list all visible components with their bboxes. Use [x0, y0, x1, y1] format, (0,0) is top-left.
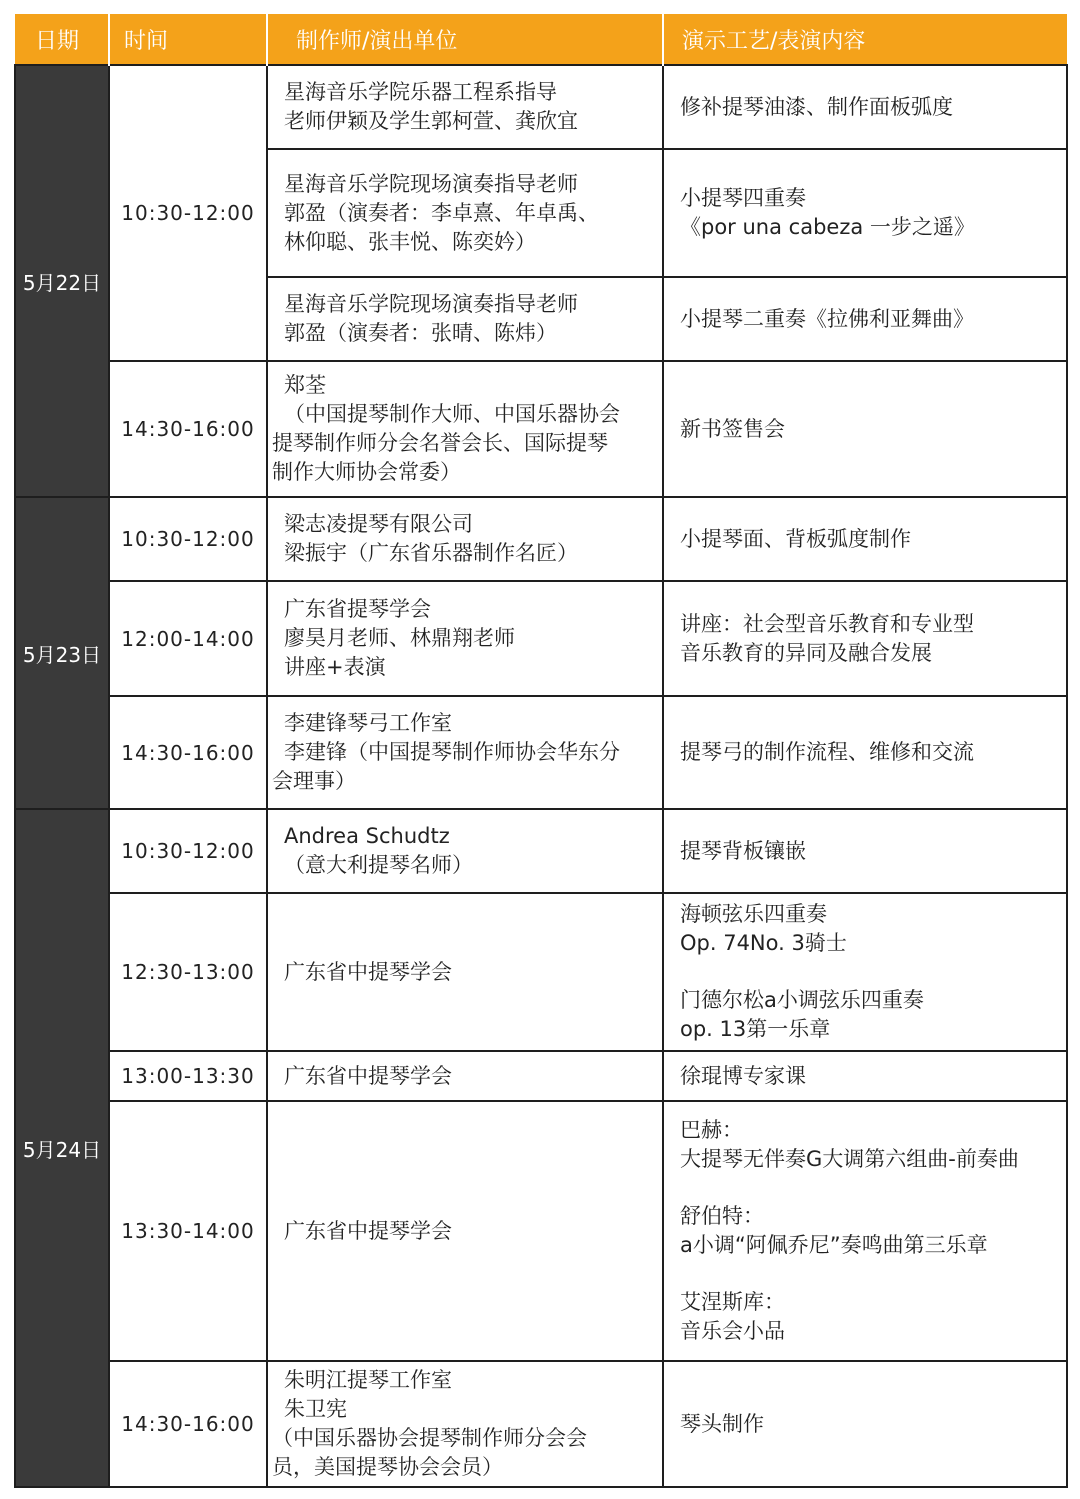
- maker-line: 老师伊颖及学生郭柯萱、龚欣宜: [284, 109, 578, 133]
- content-line: 提琴背板镶嵌: [680, 838, 806, 863]
- maker-line: 制作大师协会常委）: [272, 460, 461, 484]
- content-line: op. 13第一乐章: [680, 1017, 831, 1041]
- time-cell: [109, 696, 267, 809]
- content-cell: [663, 893, 1067, 1051]
- table-row: [15, 893, 1067, 1051]
- maker-line: （中国提琴制作大师、中国乐器协会: [284, 402, 620, 426]
- maker-line: 林仰聪、张丰悦、陈奕妗）: [284, 229, 536, 254]
- time-cell: [109, 361, 267, 497]
- maker-line: 星海音乐学院现场演奏指导老师: [284, 171, 578, 196]
- time-label: 12:30-13:00: [121, 960, 255, 984]
- time-cell: [109, 65, 267, 361]
- content-line: 琴头制作: [680, 1411, 764, 1436]
- maker-line: 广东省中提琴学会: [284, 959, 452, 984]
- maker-cell: [267, 497, 663, 581]
- table-row: [15, 581, 1067, 696]
- maker-cell: [267, 149, 663, 277]
- schedule-table: [14, 14, 1068, 1488]
- header-content: 演示工艺/表演内容: [663, 14, 1067, 65]
- maker-line: 郑荃: [284, 373, 326, 397]
- maker-line: （中国乐器协会提琴制作师分会会: [272, 1426, 587, 1450]
- content-cell: [663, 497, 1067, 581]
- content-line: 徐琨博专家课: [680, 1063, 806, 1088]
- maker-line: 广东省提琴学会: [284, 597, 431, 621]
- maker-line: 会理事）: [272, 769, 356, 793]
- maker-line: （意大利提琴名师）: [284, 853, 473, 877]
- time-cell: [109, 809, 267, 893]
- time-cell: [109, 893, 267, 1051]
- content-line: 小提琴面、背板弧度制作: [680, 526, 911, 551]
- table-row: [15, 497, 1067, 581]
- time-label: 14:30-16:00: [121, 417, 255, 441]
- content-line: Op. 74No. 3骑士: [680, 931, 847, 955]
- content-line: 讲座：社会型音乐教育和专业型: [680, 611, 974, 636]
- header-time: 时间: [109, 14, 267, 65]
- table-row: [15, 696, 1067, 809]
- content-line: 音乐教育的异同及融合发展: [680, 640, 932, 665]
- maker-cell: [267, 1051, 663, 1101]
- time-label: 10:30-12:00: [121, 527, 255, 551]
- maker-line: 郭盈（演奏者：李卓熹、年卓禹、: [284, 200, 599, 225]
- time-cell: [109, 581, 267, 696]
- maker-cell: [267, 65, 663, 149]
- header-maker: 制作师/演出单位: [267, 14, 663, 65]
- maker-line: 员，美国提琴协会会员）: [272, 1455, 503, 1479]
- maker-line: 梁志凌提琴有限公司: [284, 512, 473, 536]
- content-line: 修补提琴油漆、制作面板弧度: [680, 94, 953, 119]
- content-cell: [663, 809, 1067, 893]
- time-label: 13:00-13:30: [121, 1064, 255, 1088]
- table-row: [15, 361, 1067, 497]
- content-line: 大提琴无伴奏G大调第六组曲-前奏曲: [680, 1147, 1019, 1171]
- time-label: 14:30-16:00: [121, 740, 255, 765]
- content-cell: [663, 361, 1067, 497]
- maker-line: 李建锋琴弓工作室: [284, 711, 452, 735]
- maker-line: 朱明江提琴工作室: [284, 1368, 452, 1392]
- maker-line: 广东省中提琴学会: [284, 1218, 452, 1243]
- maker-cell: [267, 696, 663, 809]
- maker-cell: [267, 277, 663, 361]
- content-line: 音乐会小品: [680, 1319, 785, 1343]
- time-label: 13:30-14:00: [121, 1219, 255, 1243]
- content-line: 巴赫：: [680, 1118, 743, 1142]
- content-line: 新书签售会: [680, 416, 785, 441]
- maker-line: 朱卫宪: [284, 1397, 347, 1421]
- date-label: 5月24日: [22, 1137, 102, 1162]
- date-cell: [15, 809, 109, 1487]
- table-row: [15, 809, 1067, 893]
- header-date: 日期: [15, 14, 109, 65]
- maker-cell: [267, 1101, 663, 1361]
- maker-line: Andrea Schudtz: [284, 824, 450, 848]
- content-line: 小提琴二重奏《拉佛利亚舞曲》: [680, 306, 974, 331]
- maker-cell: [267, 809, 663, 893]
- maker-line: 李建锋（中国提琴制作师协会华东分: [284, 740, 620, 764]
- time-label: 14:30-16:00: [121, 1412, 255, 1436]
- maker-line: 提琴制作师分会名誉会长、国际提琴: [272, 431, 608, 455]
- content-line: 门德尔松a小调弦乐四重奏: [680, 988, 924, 1012]
- date-label: 5月23日: [22, 642, 102, 667]
- date-label: 5月22日: [22, 270, 102, 295]
- time-cell: [109, 1101, 267, 1361]
- time-label: 12:00-14:00: [121, 626, 255, 651]
- content-line: 海顿弦乐四重奏: [680, 902, 827, 926]
- maker-cell: [267, 361, 663, 497]
- maker-line: 郭盈（演奏者：张晴、陈炜）: [284, 321, 557, 345]
- content-cell: [663, 149, 1067, 277]
- table-row: [15, 65, 1067, 149]
- maker-cell: [267, 1361, 663, 1487]
- time-cell: [109, 1361, 267, 1487]
- time-label: 10:30-12:00: [121, 201, 255, 225]
- content-cell: [663, 1101, 1067, 1361]
- content-cell: [663, 696, 1067, 809]
- content-line: 小提琴四重奏: [680, 186, 806, 210]
- maker-line: 星海音乐学院现场演奏指导老师: [284, 292, 578, 316]
- spacer: [680, 1260, 1058, 1288]
- date-cell: [15, 65, 109, 497]
- time-cell: [109, 497, 267, 581]
- content-cell: [663, 581, 1067, 696]
- content-line: 舒伯特：: [680, 1204, 764, 1228]
- time-label: 10:30-12:00: [121, 839, 255, 863]
- content-line: a小调“阿佩乔尼”奏鸣曲第三乐章: [680, 1233, 988, 1257]
- spacer: [680, 958, 1058, 986]
- maker-cell: [267, 893, 663, 1051]
- maker-line: 星海音乐学院乐器工程系指导: [284, 80, 557, 104]
- header-row: [15, 14, 1067, 65]
- content-line: 艾涅斯库：: [680, 1290, 785, 1314]
- content-cell: [663, 65, 1067, 149]
- content-line: 提琴弓的制作流程、维修和交流: [680, 740, 974, 764]
- maker-line: 梁振宇（广东省乐器制作名匠）: [284, 541, 578, 565]
- content-cell: [663, 277, 1067, 361]
- maker-line: 广东省中提琴学会: [284, 1063, 452, 1088]
- spacer: [680, 1174, 1058, 1202]
- content-cell: [663, 1051, 1067, 1101]
- table-row: [15, 1101, 1067, 1361]
- maker-cell: [267, 581, 663, 696]
- maker-line: 廖昊月老师、林鼎翔老师: [284, 626, 515, 650]
- content-cell: [663, 1361, 1067, 1487]
- table-row: [15, 1361, 1067, 1487]
- maker-line: 讲座+表演: [284, 655, 386, 679]
- date-cell: [15, 497, 109, 809]
- content-line: 《por una cabeza 一步之遥》: [680, 215, 975, 239]
- table-row: [15, 1051, 1067, 1101]
- time-cell: [109, 1051, 267, 1101]
